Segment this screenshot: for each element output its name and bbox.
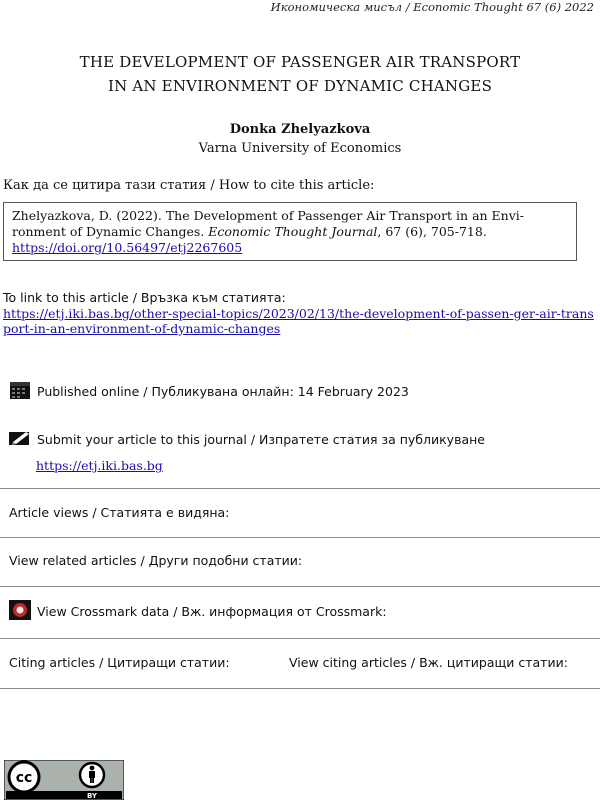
divider [0, 638, 600, 639]
author-affiliation: Varna University of Economics [198, 141, 402, 156]
divider [0, 488, 600, 489]
by-text: BY [86, 792, 98, 800]
citation-box [3, 202, 577, 261]
citing-text: Citing articles / Цитиращи статии: [9, 655, 230, 670]
citation-text: ronment of Dynamic Changes. [12, 224, 209, 239]
journal-link[interactable]: https://etj.iki.bas.bg [36, 458, 163, 473]
published-row [9, 380, 409, 403]
related-articles-link[interactable] [9, 553, 302, 568]
divider [0, 688, 600, 689]
cite-heading: Как да се цитира тази статия / How to cite this article: [3, 178, 375, 193]
citation-line-1: Zhelyazkova, D. (2022). The Development of Passenger Air Transport in an Envi- [12, 208, 524, 223]
author-block [0, 120, 600, 158]
crossmark-link[interactable] [9, 600, 387, 623]
title-line-2: IN AN ENVIRONMENT OF DYNAMIC CHANGES [107, 77, 493, 95]
submit-text: Submit your article to this journal / Изпратете статия за публикуване [37, 432, 485, 447]
view-citing-link[interactable]: View citing articles / Вж. цитиращи статии: [289, 655, 568, 670]
pen-icon [9, 430, 31, 449]
related-text: View related articles / Други подобни статии: [9, 553, 303, 568]
article-url-link[interactable]: https://etj.iki.bas.bg/other-special-topics/2023/02/13/the-development-of-passen-ger-air-transport-in-an-environment-of-dynamic-changes [3, 306, 594, 336]
crossmark-icon [9, 600, 31, 623]
submit-row[interactable] [9, 430, 485, 449]
running-header: Икономическа мисъл / Economic Thought 67 (6) 2022 [270, 0, 594, 14]
citing-articles-row [9, 655, 230, 670]
title-line-1: THE DEVELOPMENT OF PASSENGER AIR TRANSPORT [79, 53, 521, 71]
article-link-label: To link to this article / Връзка към статията: [3, 290, 286, 305]
citation-journal: Economic Thought Journal [208, 224, 378, 239]
crossmark-text: View Crossmark data / Вж. информация от Crossmark: [37, 604, 387, 619]
divider [0, 586, 600, 587]
article-title [0, 50, 600, 98]
cc-by-license-badge[interactable] [4, 760, 124, 804]
doi-link[interactable]: https://doi.org/10.56497/etj2267605 [12, 240, 243, 255]
views-text: Article views / Статията е видяна: [9, 505, 230, 520]
published-text: Published online / Публикувана онлайн: 14 February 2023 [37, 384, 409, 399]
calendar-icon [9, 380, 31, 403]
views-row [9, 505, 229, 520]
cc-text: cc [15, 770, 33, 786]
author-name: Donka Zhelyazkova [229, 122, 371, 137]
citation-line-2 [12, 224, 568, 240]
divider [0, 537, 600, 538]
citation-volume: , 67 (6), 705-718. [377, 224, 487, 239]
